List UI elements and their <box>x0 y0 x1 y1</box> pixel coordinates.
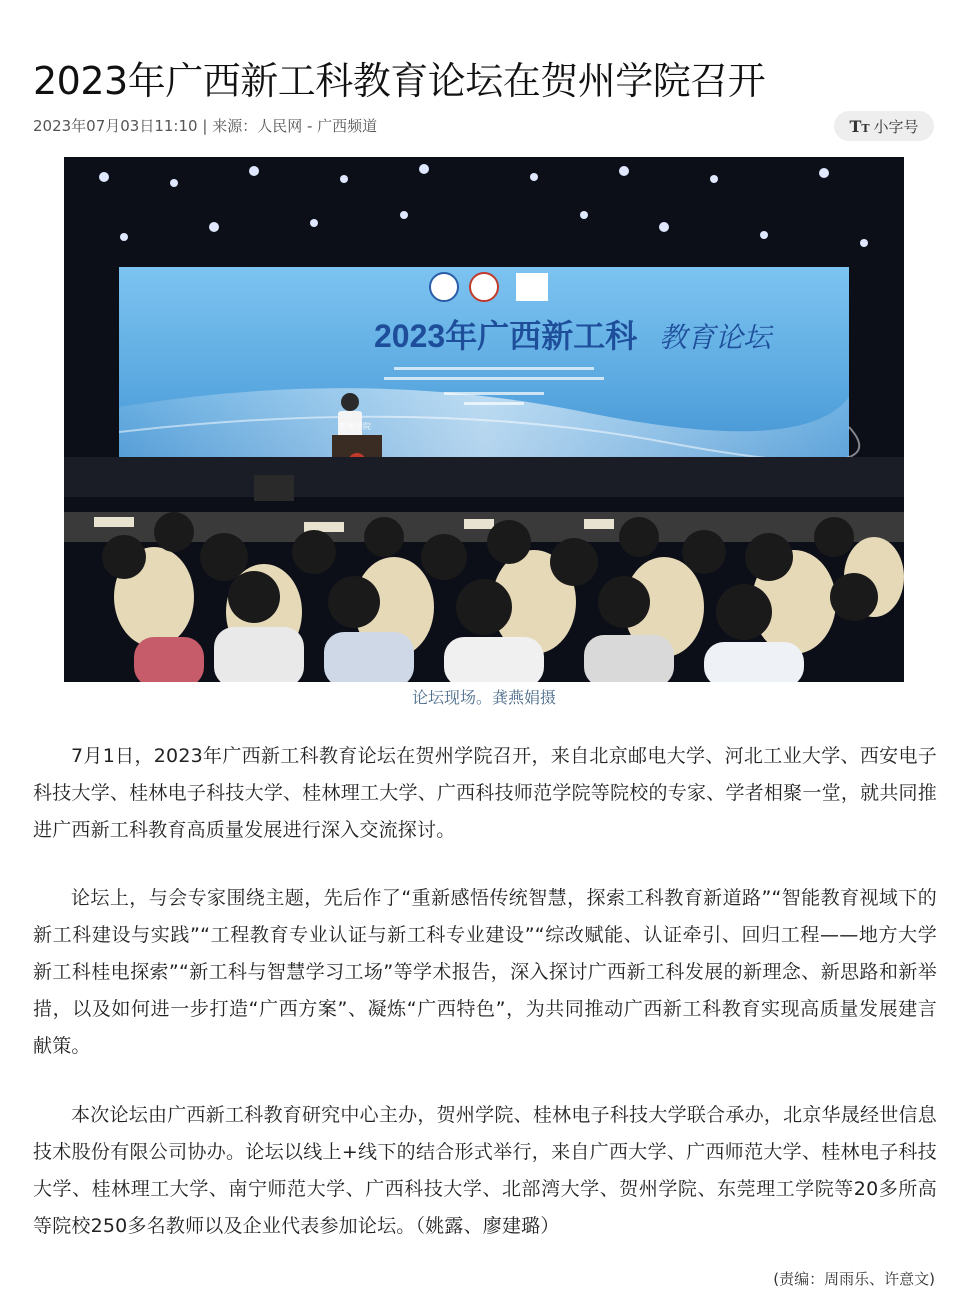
font-size-icon: TT <box>849 116 870 136</box>
forum-scene-image <box>64 157 904 682</box>
article-paragraph: 7月1日，2023年广西新工科教育论坛在贺州学院召开，来自北京邮电大学、河北工业大学、西安电子科技大学、桂林电子科技大学、桂林理工大学、广西科技师范学院等院校的专家、学者相聚一堂，就共同推进广西新工科教育高质量发展进行深入交流探讨。 <box>33 745 937 841</box>
article-title: 2023年广西新工科教育论坛在贺州学院召开 <box>33 59 766 104</box>
screen-title-script: 教育论坛 <box>659 321 772 354</box>
font-size-toggle-label: 小字号 <box>873 117 919 136</box>
meta-separator: | <box>202 117 208 135</box>
article-meta <box>33 114 377 138</box>
responsible-editor: (责编：周雨乐、许意文) <box>773 1270 935 1288</box>
lectern-label: 贺州学院 <box>339 422 371 431</box>
font-size-toggle-button[interactable] <box>834 111 934 141</box>
screen-title: 2023年广西新工科 <box>374 318 638 354</box>
article-source: 来源：人民网 - 广西频道 <box>212 117 378 135</box>
photo-caption: 论坛现场。龚燕娟摄 <box>411 688 556 707</box>
publish-datetime: 2023年07月03日11:10 <box>33 117 198 135</box>
article-paragraph: 论坛上，与会专家围绕主题，先后作了“重新感悟传统智慧，探索工科教育新道路”“智能教育视域下的新工科建设与实践”“工程教育专业认证与新工科专业建设”“综改赋能、认证牵引、回归工程——地方大学新工科桂电探索”“新工科与智慧学习工场”等学术报告，深入探讨广西新工科发展的新理念、新思路和新举措，以及如何进一步打造“广西方案”、凝炼“广西特色”，为共同推动广西新工科教育实现高质量发展建言献策。 <box>33 887 937 1057</box>
article-paragraph: 本次论坛由广西新工科教育研究中心主办，贺州学院、桂林电子科技大学联合承办，北京华晟经世信息技术股份有限公司协办。论坛以线上+线下的结合形式举行，来自广西大学、广西师范大学、桂林电子科技大学、桂林理工大学、南宁师范大学、广西科技大学、北部湾大学、贺州学院、东莞理工学院等20多所高等院校250多名教师以及企业代表参加论坛。（姚露、廖建璐） <box>33 1104 937 1237</box>
article-photo <box>64 157 904 682</box>
